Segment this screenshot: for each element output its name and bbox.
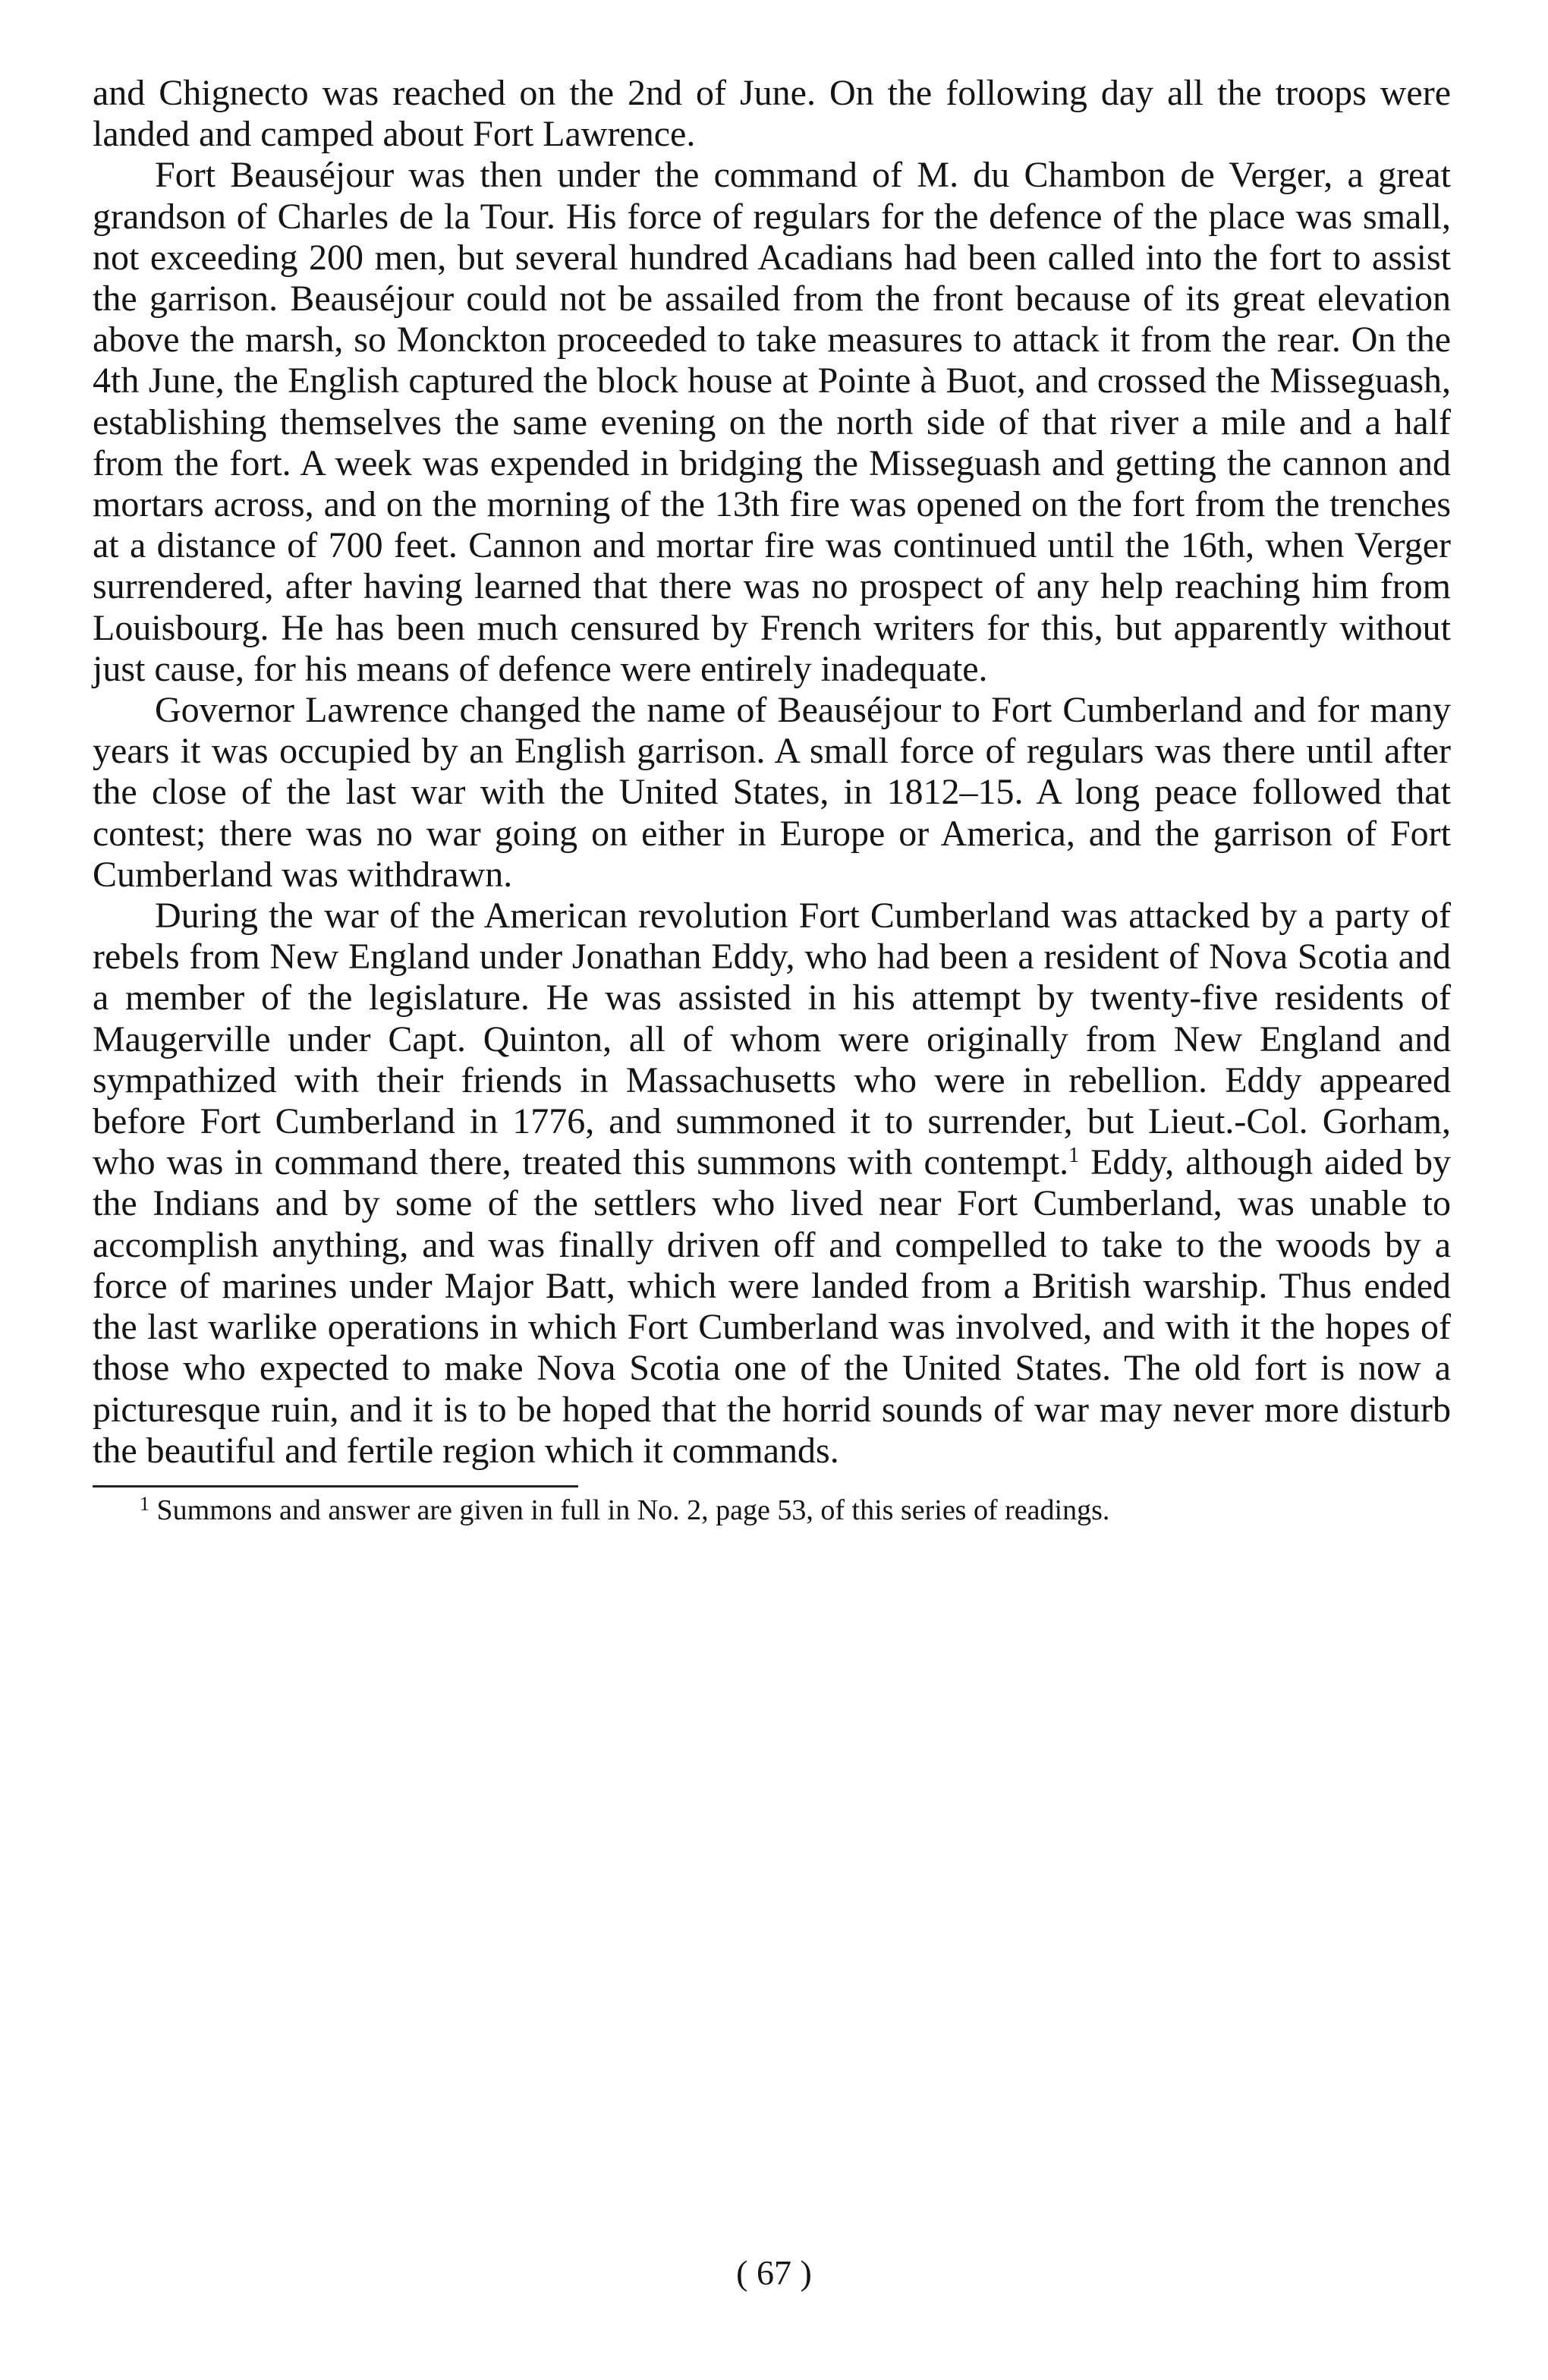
footnote-text: Summons and answer are given in full in No. 2, page 53, of this series of readings.	[149, 1494, 1110, 1526]
paragraph-3: Governor Lawrence changed the name of Beauséjour to Fort Cumberland and for many years it was occupied by an English garrison. A small force of regulars was there until after the close of the last war with the United States, in 1812–15. A long peace followed that contest; there was no war going on either in Europe or America, and the garrison of Fort Cumberland was withdrawn.	[93, 690, 1451, 895]
footnote	[93, 1492, 1451, 1528]
footnote-reference: 1	[1068, 1144, 1080, 1168]
footnote-marker: 1	[140, 1492, 149, 1515]
paragraph-4	[93, 896, 1451, 1472]
paragraph-2: Fort Beauséjour was then under the command of M. du Chambon de Verger, a great grandson of Charles de la Tour. His force of regulars for the defence of the place was small, not exceeding 200 men, but several hundred Acadians had been called into the fort to assist the garrison. Beauséjour could not be assailed from the front because of its great elevation above the marsh, so Monckton proceeded to take measures to attack it from the rear. On the 4th June, the English captured the block house at Pointe à Buot, and crossed the Misseguash, establishing themselves the same evening on the north side of that river a mile and a half from the fort. A week was expended in bridging the Misseguash and getting the cannon and mortars across, and on the morning of the 13th fire was opened on the fort from the trenches at a distance of 700 feet. Cannon and mortar fire was continued until the 16th, when Verger surrendered, after having learned that there was no prospect of any help reaching him from Louisbourg. He has been much censured by French writers for this, but apparently without just cause, for his means of defence were entirely inadequate.	[93, 155, 1451, 689]
paragraph-1: and Chignecto was reached on the 2nd of June. On the following day all the troops were landed and camped about Fort Lawrence.	[93, 73, 1451, 155]
paragraph-4-part-1: During the war of the American revolution Fort Cumberland was attacked by a party of rebels from New England under Jonathan Eddy, who had been a resident of Nova Scotia and a member of the legislature. He was assisted in his attempt by twenty-five residents of Maugerville under Capt. Quinton, all of whom were originally from New England and sympathized with their friends in Massachusetts who were in rebellion. Eddy appeared before Fort Cumberland in 1776, and summoned it to surrender, but Lieut.-Col. Gorham, who was in command there, treated this summons with contempt.	[93, 896, 1451, 1183]
footnote-divider	[93, 1485, 578, 1488]
page-number: ( 67 )	[736, 2253, 812, 2292]
page-body	[93, 73, 1451, 1528]
paragraph-4-part-2: Eddy, although aided by the Indians and by some of the settlers who lived near Fort Cumberland, was unable to accomplish anything, and was finally driven off and compelled to take to the woods by a force of marines under Major Batt, which were landed from a British warship. Thus ended the last warlike operations in which Fort Cumberland was involved, and with it the hopes of those who expected to make Nova Scotia one of the United States. The old fort is now a picturesque ruin, and it is to be hoped that the horrid sounds of war may never more disturb the beautiful and fertile region which it commands.	[93, 1142, 1452, 1471]
